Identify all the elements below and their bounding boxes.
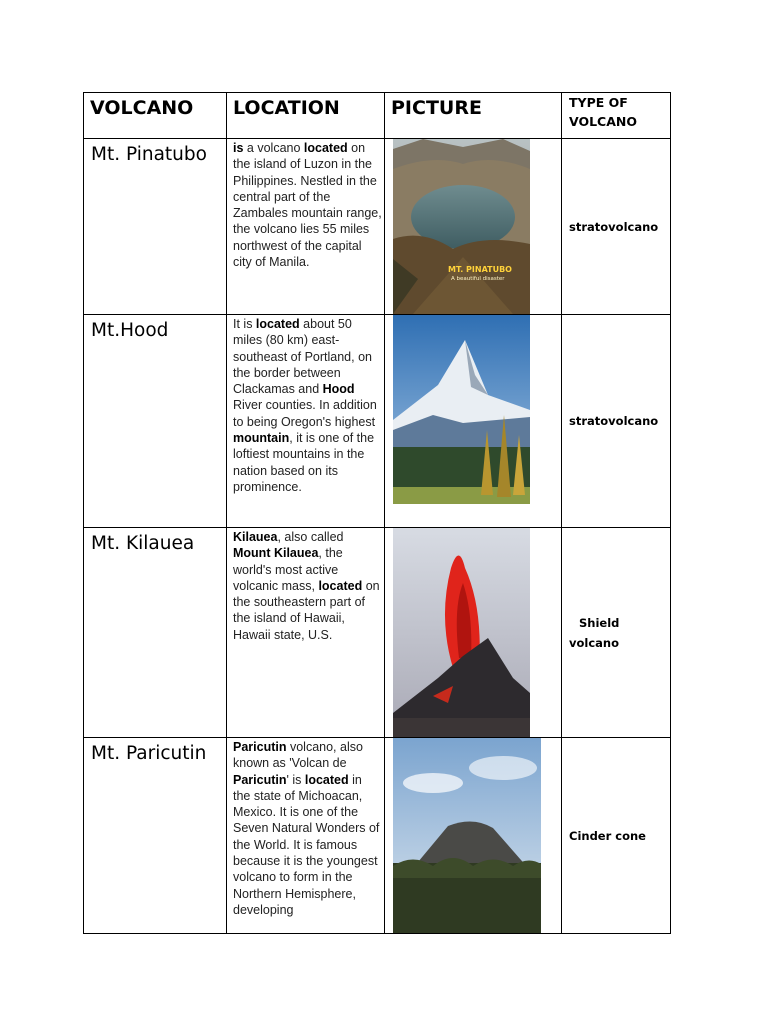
picture-cell — [385, 139, 562, 315]
lava-eruption-photo — [393, 528, 530, 737]
location-text — [227, 139, 384, 270]
location-text-run: a volcano — [243, 141, 304, 155]
location-bold-text: located — [304, 772, 349, 787]
crater-lake-photo — [393, 139, 530, 314]
location-bold-text: mountain — [233, 431, 290, 446]
header-volcano: VOLCANO — [84, 93, 227, 139]
table-row — [84, 315, 671, 528]
table-row — [84, 139, 671, 315]
volcano-type-line2: volcano — [569, 635, 620, 650]
location-bold-text: located — [318, 578, 363, 593]
volcano-name: Mt. Pinatubo — [91, 144, 207, 165]
picture-cell — [385, 315, 562, 528]
image-caption-sub: A beautiful disaster — [451, 276, 505, 282]
location-text-run: , it is one of the loftiest mountains in the nation based on its prominence. — [233, 431, 375, 494]
header-row — [84, 93, 671, 139]
image-caption-title: MT. PINATUBO — [448, 265, 512, 274]
header-picture: PICTURE — [385, 93, 562, 139]
location-bold-text: Paricutin — [233, 772, 287, 787]
location-text — [227, 528, 384, 643]
location-text-run: about 50 miles (80 km) east-southeast of Portland, on the border between Clackamas and — [233, 317, 372, 397]
location-text-run: River counties. In addition to being Oregon's highest — [233, 398, 377, 429]
location-text-run: , the world's most active volcanic mass, — [233, 546, 343, 593]
volcano-type: stratovolcano — [569, 414, 659, 428]
header-type-line2: VOLCANO — [569, 114, 637, 129]
location-text-run: on the island of Luzon in the Philippines. Nestled in the central part of the Zambales mountain range, the volcano lies 55 miles northwest of the capital city of Manila. — [233, 141, 382, 270]
volcano-table — [83, 92, 671, 934]
volcano-name: Mt.Hood — [91, 320, 169, 341]
volcano-type: Shield — [579, 615, 620, 630]
location-bold-text: located — [255, 317, 300, 331]
table-row — [84, 528, 671, 738]
snowy-peak-photo — [393, 315, 530, 504]
location-text — [227, 315, 384, 495]
location-bold-text: Paricutin — [233, 740, 287, 754]
location-bold-text: is — [233, 141, 244, 155]
location-text-run: It is — [233, 317, 256, 331]
location-bold-text: Mount Kilauea — [233, 546, 319, 561]
location-bold-text: located — [303, 141, 348, 155]
location-bold-text: Kilauea — [233, 530, 278, 544]
volcano-name: Mt. Kilauea — [91, 533, 195, 554]
picture-cell — [385, 738, 562, 934]
location-text-run: volcano, also known as 'Volcan de — [233, 740, 363, 771]
volcano-name: Mt. Paricutin — [91, 743, 207, 764]
volcano-type: stratovolcano — [569, 219, 659, 234]
volcano-type: Cinder cone — [569, 828, 646, 843]
location-text-run: ' is — [286, 772, 305, 787]
location-text-run: on the southeastern part of the island of Hawaii, Hawaii state, U.S. — [233, 578, 380, 642]
location-text — [227, 738, 384, 918]
location-text-run: , also called — [277, 530, 344, 544]
header-location: LOCATION — [227, 93, 385, 139]
cinder-cone-photo — [393, 738, 541, 933]
picture-cell — [385, 528, 562, 738]
location-text-run: in the state of Michoacan, Mexico. It is one of the Seven Natural Wonders of the World. It is famous because it is the youngest volcano to form in the Northern Hemisphere, developing — [233, 772, 380, 917]
table-row — [84, 738, 671, 934]
header-type — [562, 93, 671, 139]
location-bold-text: Hood — [322, 382, 355, 397]
header-type-line1: TYPE OF — [569, 95, 628, 110]
